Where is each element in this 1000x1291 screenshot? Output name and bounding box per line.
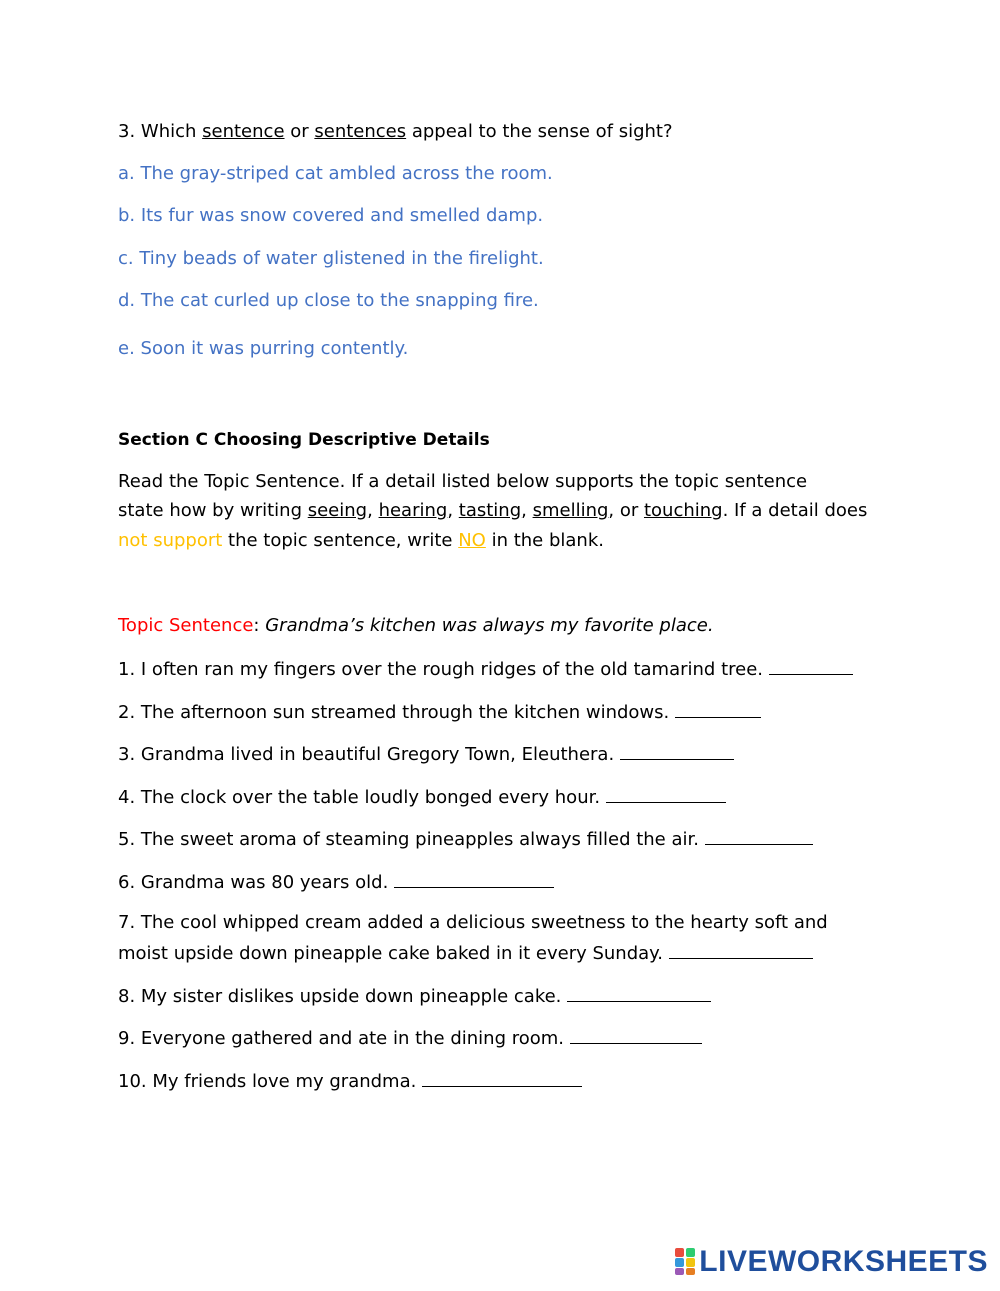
option-e[interactable]: e. Soon it was purring contently. [118, 338, 409, 359]
instruction-text: , [521, 500, 533, 521]
detail-text: 8. My sister dislikes upside down pineapple cake. [118, 986, 562, 1007]
topic-sentence-label: Topic Sentence [118, 615, 254, 636]
question-3-text: 3. Which [118, 121, 203, 142]
instruction-text: the topic sentence, write [222, 530, 459, 551]
question-3-word-sentences: sentences [314, 121, 407, 142]
instruction-text: . If a detail does [722, 500, 868, 521]
detail-text: 4. The clock over the table loudly bonged every hour. [118, 787, 601, 808]
topic-sentence-text: Grandma’s kitchen was always my favorite place. [265, 615, 714, 636]
option-b[interactable]: b. Its fur was snow covered and smelled damp. [118, 205, 544, 226]
answer-blank-10[interactable] [422, 1068, 582, 1087]
detail-text: 5. The sweet aroma of steaming pineapples always filled the air. [118, 829, 699, 850]
instruction-line-1: Read the Topic Sentence. If a detail listed below supports the topic sentence [118, 471, 808, 492]
instruction-line-2 [118, 499, 867, 523]
answer-blank-9[interactable] [570, 1025, 702, 1044]
option-d[interactable]: d. The cat curled up close to the snapping fire. [118, 290, 539, 311]
instruction-line-3 [118, 529, 604, 553]
instruction-text: state how by writing [118, 500, 308, 521]
answer-blank-6[interactable] [394, 869, 554, 888]
option-a[interactable]: a. The gray-striped cat ambled across the room. [118, 163, 553, 184]
answer-blank-2[interactable] [675, 699, 761, 718]
liveworksheets-logo [675, 1245, 988, 1279]
option-c[interactable]: c. Tiny beads of water glistened in the firelight. [118, 248, 544, 269]
question-3-word-sentence: sentence [202, 121, 285, 142]
detail-1 [118, 656, 853, 682]
detail-10 [118, 1068, 582, 1094]
detail-text: 1. I often ran my fingers over the rough ridges of the old tamarind tree. [118, 659, 764, 680]
word-tasting: tasting [458, 500, 522, 521]
word-touching: touching [643, 500, 723, 521]
section-c-heading: Section C Choosing Descriptive Details [118, 430, 490, 450]
detail-4 [118, 784, 726, 810]
detail-3 [118, 741, 734, 767]
answer-blank-7[interactable] [669, 940, 813, 959]
answer-blank-3[interactable] [620, 741, 734, 760]
question-3-text: or [284, 121, 315, 142]
detail-7-continued [118, 940, 813, 966]
detail-text: 2. The afternoon sun streamed through the kitchen windows. [118, 702, 670, 723]
topic-colon: : [253, 615, 266, 636]
detail-7: 7. The cool whipped cream added a delicious sweetness to the hearty soft and [118, 912, 828, 933]
question-3-text: appeal to the sense of sight? [406, 121, 673, 142]
liveworksheets-logo-icon [675, 1248, 697, 1276]
detail-2 [118, 699, 761, 725]
detail-text: 9. Everyone gathered and ate in the dining room. [118, 1028, 565, 1049]
instruction-text: in the blank. [485, 530, 604, 551]
detail-text: 3. Grandma lived in beautiful Gregory Town, Eleuthera. [118, 744, 615, 765]
instruction-text: , or [608, 500, 644, 521]
question-3 [118, 120, 673, 144]
answer-blank-8[interactable] [567, 983, 711, 1002]
liveworksheets-logo-text: LIVEWORKSHEETS [699, 1245, 988, 1278]
detail-8 [118, 983, 711, 1009]
no-text: NO [458, 530, 486, 551]
answer-blank-4[interactable] [606, 784, 726, 803]
detail-6 [118, 869, 554, 895]
detail-text: 10. My friends love my grandma. [118, 1071, 417, 1092]
word-hearing: hearing [378, 500, 448, 521]
topic-sentence [118, 614, 714, 638]
word-seeing: seeing [307, 500, 368, 521]
answer-blank-5[interactable] [705, 826, 813, 845]
instruction-text: , [367, 500, 379, 521]
detail-9 [118, 1025, 702, 1051]
not-support-text: not support [118, 530, 223, 551]
detail-text: 6. Grandma was 80 years old. [118, 872, 389, 893]
instruction-text: , [447, 500, 459, 521]
answer-blank-1[interactable] [769, 656, 853, 675]
detail-5 [118, 826, 813, 852]
detail-text: moist upside down pineapple cake baked in it every Sunday. [118, 943, 663, 964]
word-smelling: smelling [532, 500, 609, 521]
